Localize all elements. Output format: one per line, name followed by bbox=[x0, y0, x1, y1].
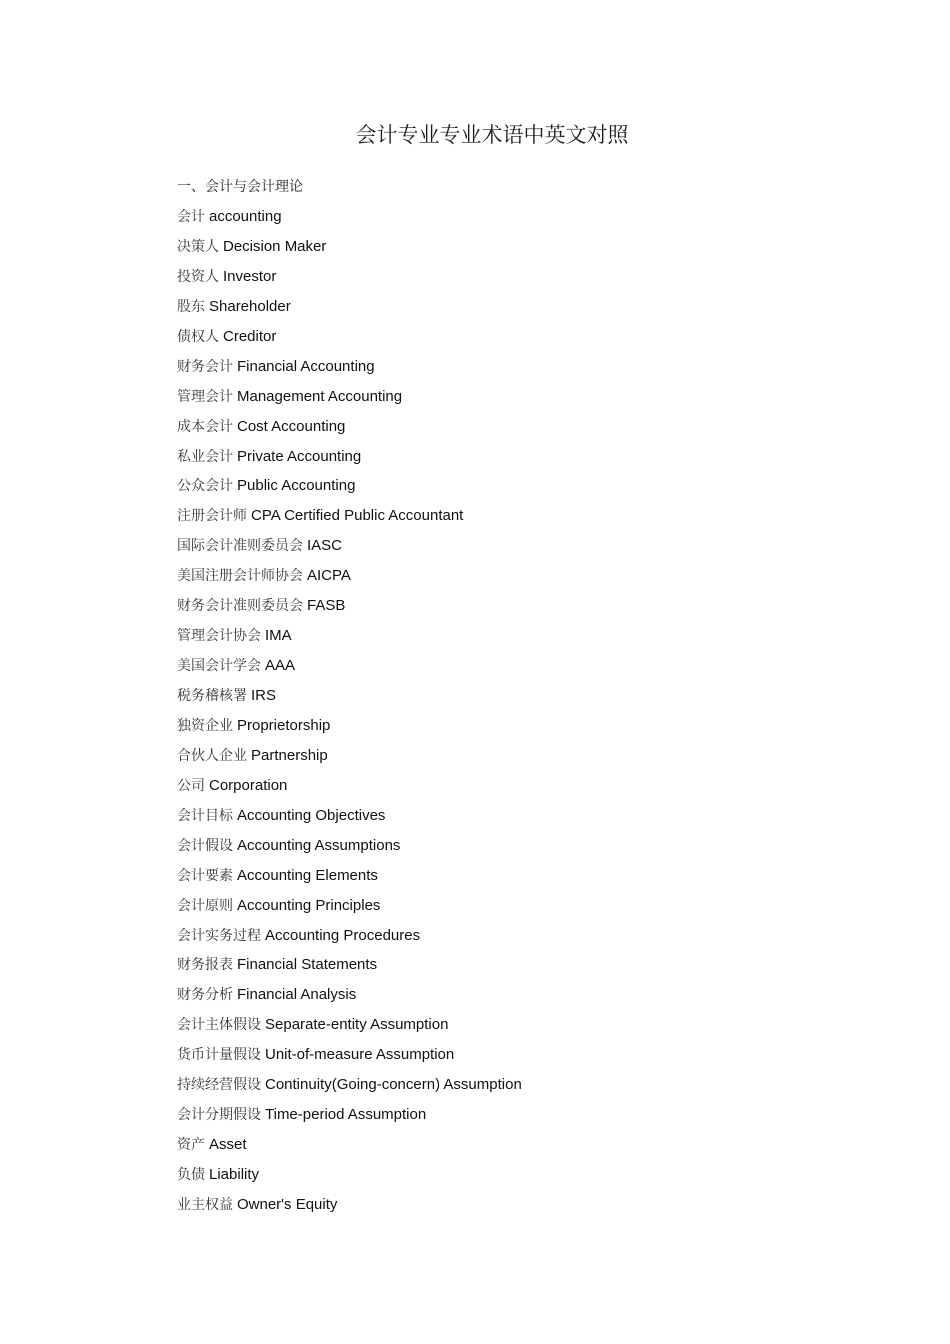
term-english: Financial Analysis bbox=[237, 986, 357, 1004]
term-chinese: 美国会计学会 bbox=[177, 658, 261, 675]
term-row bbox=[177, 655, 522, 685]
term-english: Owner's Equity bbox=[237, 1195, 338, 1213]
term-chinese: 公众会计 bbox=[177, 478, 233, 495]
term-row bbox=[177, 416, 522, 446]
term-chinese: 负债 bbox=[177, 1167, 205, 1183]
term-row bbox=[177, 356, 522, 386]
term-chinese: 会计实务过程 bbox=[177, 927, 261, 944]
term-row bbox=[177, 925, 522, 955]
term-english: Accounting Principles bbox=[237, 896, 381, 914]
term-row bbox=[177, 236, 522, 266]
term-chinese: 独资企业 bbox=[177, 717, 233, 734]
term-english: Management Accounting bbox=[237, 387, 403, 405]
term-chinese: 业主权益 bbox=[177, 1196, 233, 1213]
term-chinese: 会计假设 bbox=[177, 837, 233, 854]
term-row bbox=[177, 206, 522, 236]
term-chinese: 管理会计协会 bbox=[177, 628, 261, 645]
term-chinese: 会计原则 bbox=[177, 897, 233, 914]
term-english: CPA Certified Public Accountant bbox=[251, 507, 464, 525]
term-chinese: 注册会计师 bbox=[177, 508, 247, 525]
term-chinese: 税务稽核署 bbox=[177, 688, 247, 704]
term-english: Decision Maker bbox=[223, 237, 327, 255]
term-english: Accounting Elements bbox=[237, 866, 378, 884]
term-row bbox=[177, 1014, 522, 1044]
term-chinese: 货币计量假设 bbox=[177, 1047, 261, 1064]
term-row bbox=[177, 1104, 522, 1134]
term-row bbox=[177, 535, 522, 565]
term-row bbox=[177, 595, 522, 625]
term-row bbox=[177, 984, 522, 1014]
term-list bbox=[177, 206, 522, 1224]
term-chinese: 财务会计准则委员会 bbox=[177, 598, 303, 615]
term-english: Private Accounting bbox=[237, 447, 362, 465]
term-english: AICPA bbox=[307, 567, 351, 585]
term-chinese: 资产 bbox=[177, 1137, 205, 1154]
term-row bbox=[177, 446, 522, 476]
term-english: Liability bbox=[209, 1166, 260, 1183]
term-row bbox=[177, 865, 522, 895]
term-row bbox=[177, 954, 522, 984]
term-chinese: 成本会计 bbox=[177, 418, 233, 435]
term-english: Accounting Procedures bbox=[265, 926, 421, 944]
term-english: Financial Accounting bbox=[237, 357, 375, 375]
term-row bbox=[177, 805, 522, 835]
term-english: Separate-entity Assumption bbox=[265, 1016, 449, 1034]
term-chinese: 美国注册会计师协会 bbox=[177, 568, 303, 585]
term-chinese: 私业会计 bbox=[177, 448, 233, 465]
term-row bbox=[177, 266, 522, 296]
term-row bbox=[177, 1074, 522, 1104]
term-chinese: 会计 bbox=[177, 209, 205, 225]
term-chinese: 会计要素 bbox=[177, 867, 233, 884]
term-chinese: 持续经营假设 bbox=[177, 1077, 261, 1094]
term-chinese: 合伙人企业 bbox=[177, 747, 247, 764]
term-row bbox=[177, 1134, 522, 1164]
term-chinese: 股东 bbox=[177, 298, 205, 315]
term-english: Proprietorship bbox=[237, 716, 331, 734]
term-chinese: 国际会计准则委员会 bbox=[177, 538, 303, 555]
term-row bbox=[177, 1044, 522, 1074]
term-english: IMA bbox=[265, 627, 292, 645]
term-chinese: 会计主体假设 bbox=[177, 1017, 261, 1034]
term-english: Shareholder bbox=[209, 297, 291, 315]
term-english: Cost Accounting bbox=[237, 417, 346, 435]
term-chinese: 公司 bbox=[177, 777, 205, 794]
term-english: Public Accounting bbox=[237, 477, 356, 495]
term-english: Financial Statements bbox=[237, 956, 378, 974]
term-english: Accounting Assumptions bbox=[237, 836, 401, 854]
term-english: accounting bbox=[209, 208, 282, 225]
term-row bbox=[177, 1194, 522, 1224]
term-row bbox=[177, 296, 522, 326]
term-row bbox=[177, 895, 522, 925]
term-english: Corporation bbox=[209, 776, 288, 794]
term-english: Accounting Objectives bbox=[237, 806, 386, 824]
term-english: IASC bbox=[307, 537, 343, 555]
term-chinese: 财务会计 bbox=[177, 358, 233, 375]
term-row bbox=[177, 386, 522, 416]
term-chinese: 财务分析 bbox=[177, 987, 233, 1004]
term-english: Investor bbox=[223, 267, 277, 285]
term-english: FASB bbox=[307, 597, 346, 615]
term-row bbox=[177, 715, 522, 745]
term-row bbox=[177, 475, 522, 505]
term-row bbox=[177, 326, 522, 356]
section-heading: 一、会计与会计理论 bbox=[177, 179, 303, 195]
term-row bbox=[177, 745, 522, 775]
term-chinese: 决策人 bbox=[177, 238, 219, 255]
page-title: 会计专业专业术语中英文对照 bbox=[355, 123, 629, 147]
term-chinese: 会计分期假设 bbox=[177, 1107, 261, 1124]
term-row bbox=[177, 835, 522, 865]
term-english: Asset bbox=[209, 1136, 247, 1154]
term-row bbox=[177, 775, 522, 805]
term-row bbox=[177, 625, 522, 655]
term-row bbox=[177, 685, 522, 715]
term-english: Continuity(Going-concern) Assumption bbox=[265, 1076, 522, 1094]
term-english: AAA bbox=[265, 657, 296, 675]
term-english: IRS bbox=[251, 687, 277, 704]
term-chinese: 会计目标 bbox=[177, 807, 233, 824]
term-chinese: 财务报表 bbox=[177, 957, 233, 974]
term-row bbox=[177, 1164, 522, 1194]
term-row bbox=[177, 505, 522, 535]
term-chinese: 债权人 bbox=[177, 328, 219, 345]
term-english: Time-period Assumption bbox=[265, 1106, 427, 1124]
term-chinese: 管理会计 bbox=[177, 388, 233, 405]
term-chinese: 投资人 bbox=[177, 268, 219, 285]
term-row bbox=[177, 565, 522, 595]
term-english: Unit-of-measure Assumption bbox=[265, 1046, 455, 1064]
term-english: Creditor bbox=[223, 327, 277, 345]
term-english: Partnership bbox=[251, 746, 328, 764]
